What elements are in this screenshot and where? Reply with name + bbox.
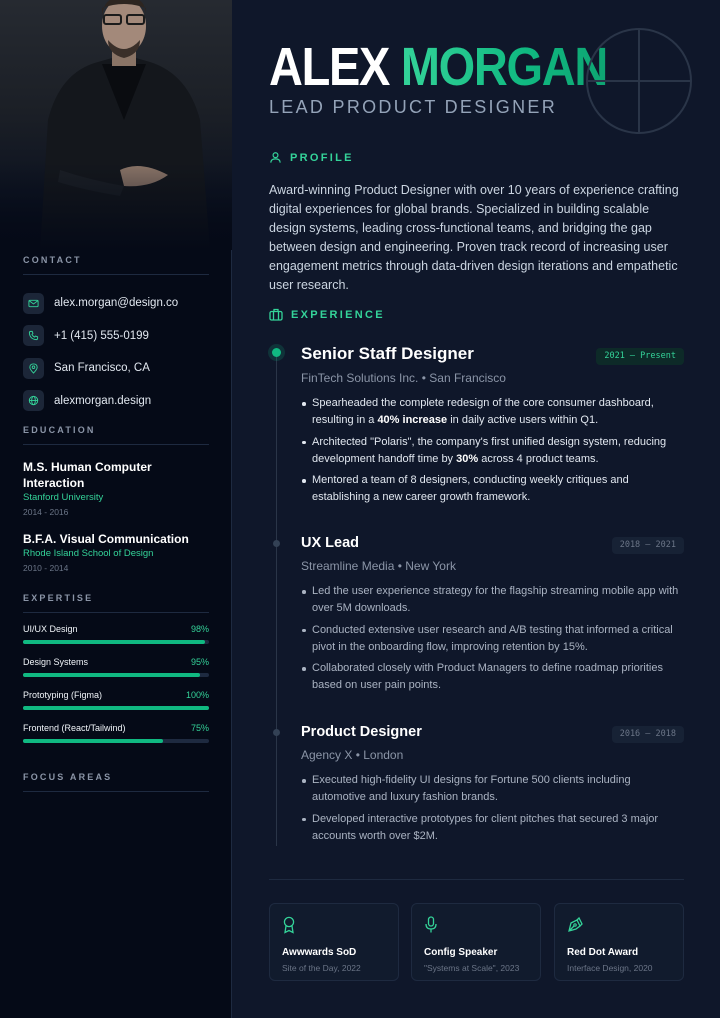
skill-item bbox=[23, 624, 209, 644]
job-company: FinTech Solutions Inc. • San Francisco bbox=[301, 371, 506, 385]
experience-heading bbox=[269, 308, 385, 321]
bullet-item: Executed high-fidelity UI designs for Fortune 500 clients including automotive and luxury fashion brands. bbox=[301, 772, 686, 806]
contact-location bbox=[23, 352, 209, 385]
award-name: Awwwards SoD bbox=[282, 947, 357, 958]
education-section bbox=[23, 425, 209, 573]
website-text: alexmorgan.design bbox=[54, 394, 152, 407]
skill-bar-track bbox=[23, 640, 209, 644]
phone-icon bbox=[23, 325, 44, 346]
section-divider bbox=[269, 879, 684, 880]
skill-row bbox=[23, 657, 209, 667]
skill-name: Frontend (React/Tailwind) bbox=[23, 723, 126, 733]
date-badge: 2018 – 2021 bbox=[612, 537, 684, 554]
timeline-dot-active bbox=[272, 348, 281, 357]
job-title: Senior Staff Designer bbox=[301, 344, 474, 363]
contact-website[interactable] bbox=[23, 385, 209, 418]
job-bullets bbox=[301, 772, 686, 849]
date-badge: 2021 – Present bbox=[596, 348, 684, 365]
award-card bbox=[411, 903, 541, 981]
bullet-item: Collaborated closely with Product Managers to define roadmap priorities based on user pain points. bbox=[301, 660, 686, 694]
skill-bar-fill bbox=[23, 673, 200, 677]
skill-row bbox=[23, 723, 209, 733]
award-detail: Interface Design, 2020 bbox=[567, 963, 653, 973]
focus-heading: FOCUS AREAS bbox=[23, 772, 209, 792]
bullet-item: Developed interactive prototypes for client pitches that secured 3 major accounts worth over $2M. bbox=[301, 811, 686, 845]
timeline-dot bbox=[273, 540, 280, 547]
education-years: 2014 - 2016 bbox=[23, 507, 69, 517]
map-pin-icon bbox=[23, 358, 44, 379]
education-item bbox=[23, 531, 209, 573]
bullet-item: Architected "Polaris", the company's first unified design system, reducing development handoff time by 30% across 4 product teams. bbox=[301, 434, 686, 468]
bullet-item: Mentored a team of 8 designers, conducting weekly critiques and establishing a new career growth framework. bbox=[301, 472, 686, 506]
profile-heading-label: PROFILE bbox=[290, 151, 354, 164]
first-name: ALEX bbox=[269, 37, 390, 97]
email-text: alex.morgan@design.co bbox=[54, 297, 179, 310]
bullet-item: Conducted extensive user research and A/B testing that informed a critical pivot in the onboarding flow, improving retention by 15%. bbox=[301, 622, 686, 656]
timeline-line bbox=[276, 352, 277, 846]
contact-heading: CONTACT bbox=[23, 255, 209, 275]
expertise-heading: EXPERTISE bbox=[23, 593, 209, 613]
award-card bbox=[269, 903, 399, 981]
candidate-name bbox=[269, 37, 608, 97]
microphone-icon bbox=[424, 916, 438, 934]
skill-percent: 98% bbox=[190, 624, 209, 634]
focus-section bbox=[23, 772, 209, 792]
school-name: Rhode Island School of Design bbox=[23, 548, 154, 559]
job-title: Product Designer bbox=[301, 724, 422, 740]
job-company: Agency X • London bbox=[301, 748, 404, 762]
job-company: Streamline Media • New York bbox=[301, 559, 456, 573]
skill-item bbox=[23, 657, 209, 677]
skill-percent: 95% bbox=[190, 657, 209, 667]
user-icon bbox=[269, 151, 282, 164]
skill-row bbox=[23, 624, 209, 634]
skill-bar-fill bbox=[23, 706, 209, 710]
job-title-header: LEAD PRODUCT DESIGNER bbox=[269, 97, 558, 117]
skill-item bbox=[23, 723, 209, 743]
mail-icon bbox=[23, 293, 44, 314]
contact-section bbox=[23, 255, 209, 417]
skill-bar-fill bbox=[23, 640, 205, 644]
skill-item bbox=[23, 690, 209, 710]
skill-name: UI/UX Design bbox=[23, 624, 78, 634]
award-ribbon-icon bbox=[282, 916, 296, 934]
skill-bar-track bbox=[23, 739, 209, 743]
contact-email[interactable] bbox=[23, 287, 209, 320]
award-name: Red Dot Award bbox=[567, 947, 639, 958]
skill-bar-track bbox=[23, 673, 209, 677]
award-name: Config Speaker bbox=[424, 947, 498, 958]
skill-percent: 100% bbox=[185, 690, 209, 700]
job-bullets bbox=[301, 583, 686, 699]
expertise-section bbox=[23, 593, 209, 743]
degree-title: M.S. Human Computer Interaction bbox=[23, 460, 152, 490]
education-years: 2010 - 2014 bbox=[23, 563, 69, 573]
crosshair-logo-icon bbox=[585, 27, 693, 135]
award-detail: "Systems at Scale", 2023 bbox=[424, 963, 520, 973]
phone-text: +1 (415) 555-0199 bbox=[54, 329, 149, 342]
school-name: Stanford University bbox=[23, 492, 104, 503]
timeline-dot bbox=[273, 729, 280, 736]
job-bullets bbox=[301, 395, 686, 511]
skill-name: Design Systems bbox=[23, 657, 89, 667]
contact-phone[interactable] bbox=[23, 320, 209, 353]
degree-title: B.F.A. Visual Communication bbox=[23, 532, 189, 546]
skill-bar-fill bbox=[23, 739, 163, 743]
award-detail: Site of the Day, 2022 bbox=[282, 963, 361, 973]
location-text: San Francisco, CA bbox=[54, 362, 150, 375]
sidebar bbox=[0, 0, 232, 1018]
date-badge: 2016 – 2018 bbox=[612, 726, 684, 743]
education-heading: EDUCATION bbox=[23, 425, 209, 445]
award-card bbox=[554, 903, 684, 981]
education-item bbox=[23, 459, 209, 517]
briefcase-icon bbox=[269, 308, 283, 321]
profile-summary: Award-winning Product Designer with over 10 years of experience crafting digital experiences for global brands. Specialized in building scalable design systems, leading cross-functional teams, and bridging the gap between design and engineering. Proven track record of increasing user engagement metrics through data-driven design iterations and empathetic user research. bbox=[269, 183, 679, 292]
skill-name: Prototyping (Figma) bbox=[23, 690, 103, 700]
last-name: MORGAN bbox=[400, 37, 608, 97]
bullet-item: Led the user experience strategy for the flagship streaming mobile app with over 5M downloads. bbox=[301, 583, 686, 617]
experience-heading-label: EXPERIENCE bbox=[291, 308, 385, 321]
globe-icon bbox=[23, 390, 44, 411]
skill-row bbox=[23, 690, 209, 700]
profile-heading bbox=[269, 151, 354, 164]
pen-tool-icon bbox=[567, 916, 583, 934]
profile-photo bbox=[0, 0, 232, 250]
bullet-item: Spearheaded the complete redesign of the core consumer dashboard, resulting in a 40% increase in daily active users within Q1. bbox=[301, 395, 686, 429]
skill-percent: 75% bbox=[190, 723, 209, 733]
job-title: UX Lead bbox=[301, 535, 360, 551]
skill-bar-track bbox=[23, 706, 209, 710]
